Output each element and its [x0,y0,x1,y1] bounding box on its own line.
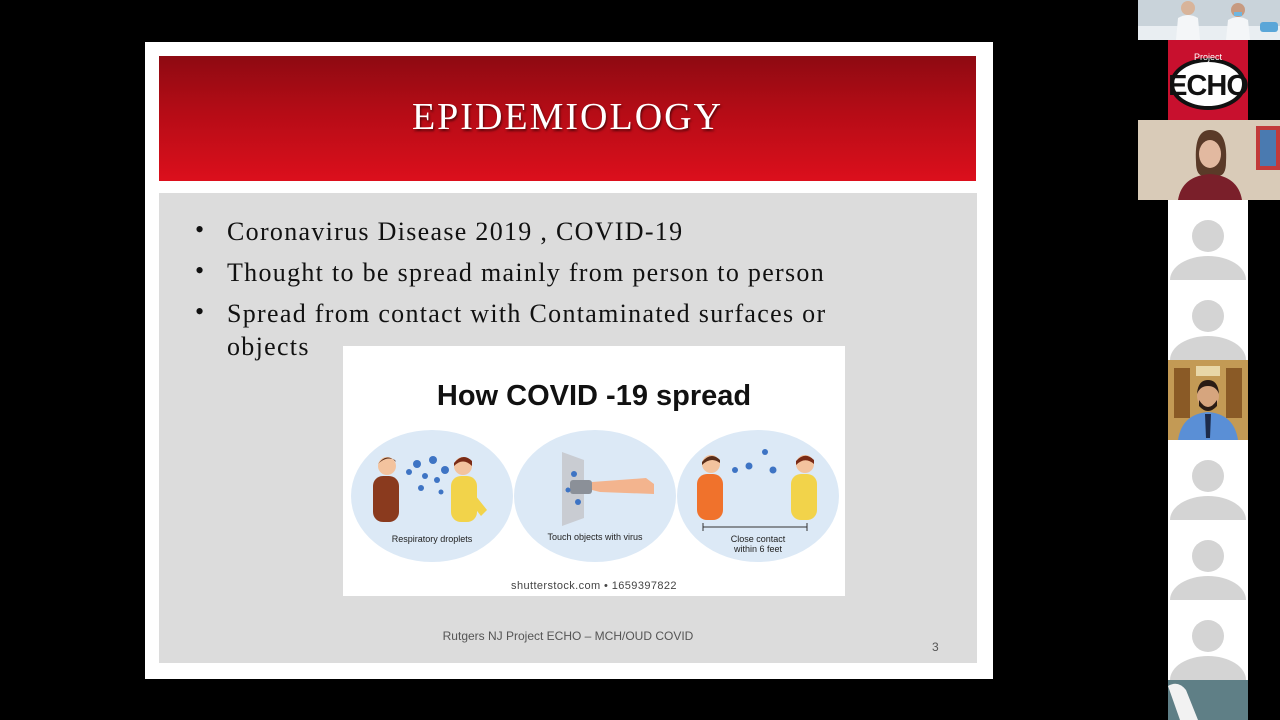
echo-logo-top-text: Project [1193,52,1222,62]
participant-video-doctors[interactable] [1138,0,1280,40]
avatar-shoulders [1170,256,1246,280]
bullet-item: • Thought to be spread mainly from person to person [195,256,915,289]
close-contact-scene [677,430,839,562]
participant-video-partial[interactable] [1168,680,1248,720]
avatar-shoulders [1170,496,1246,520]
scene-caption: Touch objects with virus [547,532,643,542]
participant-avatar[interactable] [1168,600,1248,680]
slide-page-number: 3 [932,640,939,654]
scene-caption: Close contact within 6 feet [730,534,786,554]
slide-title-bar [159,56,976,181]
bullet-item: • Spread from contact with Contaminated surfaces or objects [195,297,915,363]
bullet-item: • Coronavirus Disease 2019 , COVID-19 [195,215,915,248]
illustration-title: How COVID -19 spread [436,380,752,412]
avatar-head [1192,300,1224,332]
respiratory-droplets-scene [351,430,513,562]
covid-spread-illustration [343,346,845,596]
slide-footer: Rutgers NJ Project ECHO – MCH/OUD COVID [442,629,694,643]
avatar-head [1192,620,1224,652]
participant-avatar[interactable] [1168,200,1248,280]
touch-objects-scene [514,430,676,562]
image-credit: shutterstock.com • 1659397822 [511,580,677,592]
project-echo-logo-tile[interactable] [1168,40,1248,120]
avatar-head [1192,220,1224,252]
participant-avatar[interactable] [1168,280,1248,360]
participant-avatar[interactable] [1168,520,1248,600]
avatar-shoulders [1170,336,1246,360]
slide-title: EPIDEMIOLOGY [411,95,724,138]
participant-video-speaker[interactable] [1138,120,1280,200]
participant-video-man[interactable] [1168,360,1248,440]
participant-strip[interactable] [1138,0,1280,720]
scene-caption: Respiratory droplets [391,534,473,544]
echo-logo-main-text: ECHO [1168,70,1248,102]
avatar-shoulders [1170,576,1246,600]
slide-content [159,193,977,663]
avatar-head [1192,540,1224,572]
participant-avatar[interactable] [1168,440,1248,520]
slide [145,42,993,679]
avatar-head [1192,460,1224,492]
avatar-shoulders [1170,656,1246,680]
